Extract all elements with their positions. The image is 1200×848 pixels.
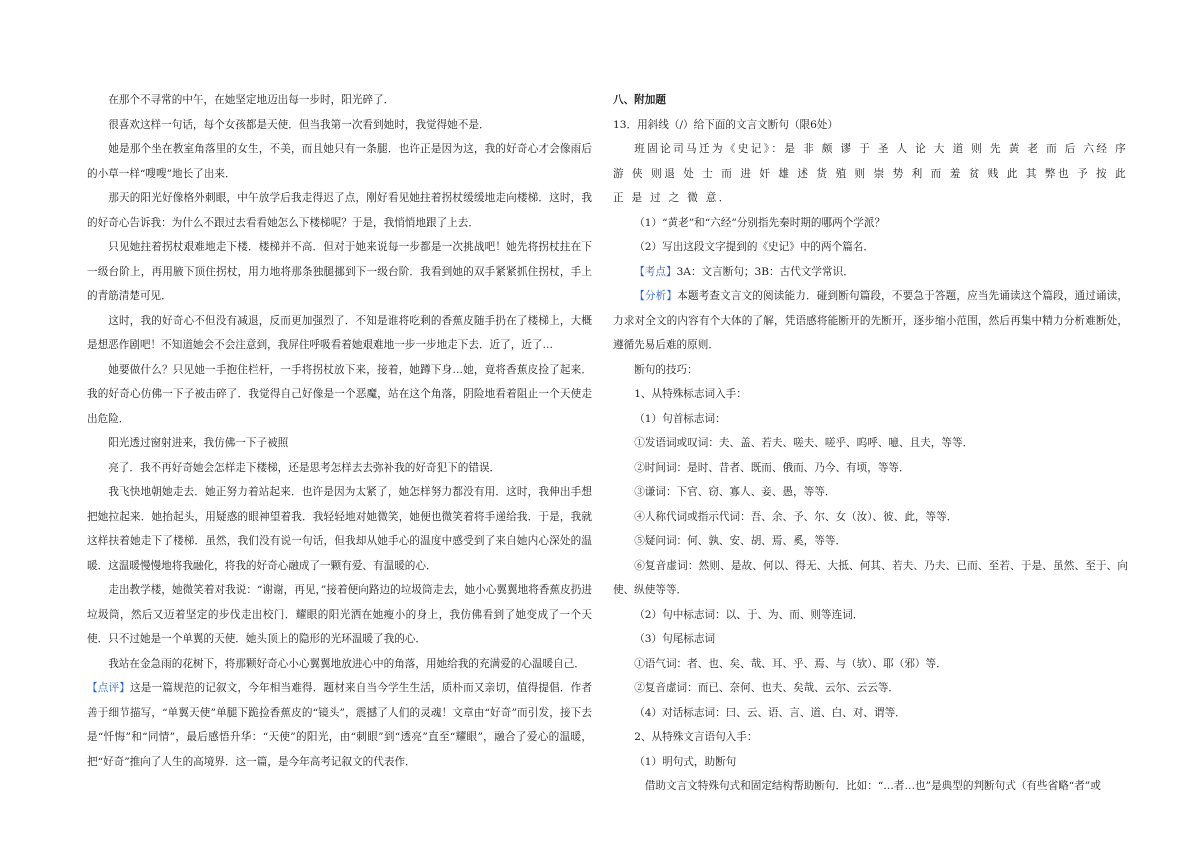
kaodian-tag: 【考点】 xyxy=(634,265,677,278)
analysis-line: ④人称代词或指示代词：吾、余、予、尔、女（汝）、彼、此，等等． xyxy=(634,510,958,523)
paragraph: 亮了．我不再好奇她会怎样走下楼梯，还是思考怎样去去弥补我的好奇犯下的错误． xyxy=(108,461,501,474)
paragraph: 走出教学楼，她微笑着对我说：“谢谢，再见，”接着便向路边的垃圾筒走去，她小心翼翼地将香蕉皮扔进垃圾筒，然后又迈着坚定的步伐走出校门．耀眼的阳光洒在她瘦小的身上，我仿佛看到了她变成了一个天使．只不过她是一个单翼的天使．她头顶上的隐形的光环温暖了我的心． xyxy=(87,584,592,645)
fenxi-text: 本题考查文言文的阅读能力．碰到断句篇段，不要急于答题，应当先诵读这个篇段，通过诵读，力求对全文的内容有个大体的了解，凭语感将能断开的先断开，逐步缩小范围，然后再集中精力分析难断处，遵循先易后难的原则． xyxy=(613,290,1128,351)
analysis-line: （3）句尾标志词 xyxy=(634,633,716,645)
comment-tag: 【点评】 xyxy=(87,682,130,694)
analysis-line: ⑤疑问词：何、孰、安、胡、焉、奚，等等． xyxy=(634,535,847,547)
analysis-line: 2、从特殊文言语句入手： xyxy=(634,731,758,743)
analysis-line: ⑥复音虚词：然则、是故、何以、得无、大抵、何其、若夫、乃夫、已而、至若、于是、虽然、至于、向使、纵使等等． xyxy=(613,559,1128,596)
comment-text: 这是一篇规范的记叙文，今年相当难得．题材来自当今学生生活，质朴而又亲切，值得提倡．作者善于细节描写，“单翼天使”单腿下跪捡香蕉皮的“镜头”，震撼了人们的灵魂！文章由“好奇”而引发，接下去是“忏悔”和“同情”，最后感悟升华：“天使”的阳光，由“刺眼”到“透亮”直至“耀眼”，融合了爱心的温暖，把“好奇”推向了人生的高境界．这一篇，是今年高考记叙文的代表作． xyxy=(87,682,593,768)
analysis-line: （4）对话标志词：曰、云、语、言、道、白、对、谓等． xyxy=(634,706,906,719)
analysis-line: ②时间词：是时、昔者、既而、俄而、乃今、有顷，等等． xyxy=(634,461,910,474)
paragraph: 这时，我的好奇心不但没有减退，反而更加强烈了．不知是谁将吃剩的香蕉皮随手扔在了楼梯上，大概是想恶作剧吧！不知道她会不会注意到，我屏住呼吸看着她艰难地一步一步地走下去．近了，近了… xyxy=(87,314,592,351)
paragraph: 很喜欢这样一句话，每个女孩都是天使．但当我第一次看到她时，我觉得她不是． xyxy=(108,118,490,131)
last-paragraph: 借助文言文特殊句式和固定结构帮助断句．比如：“…者…也”是典型的判断句式（有些省略“者”或 xyxy=(644,780,1101,792)
sub-question-1: （1）“黄老”和“六经”分别指先秦时期的哪两个学派？ xyxy=(634,216,886,229)
fenxi-paragraph xyxy=(613,284,1128,358)
analysis-line: （2）句中标志词：以、于、为、而、则等连词． xyxy=(634,608,864,621)
paragraph: 她要做什么？只见她一手抱住栏杆，一手将拐杖放下来，接着，她蹲下身…她，竟将香蕉皮捡了起来．我的好奇心仿佛一下子被击碎了．我觉得自己好像是一个恶魔，站在这个角落，阴险地看着阻止一个天使走出危险． xyxy=(87,363,592,425)
left-column xyxy=(87,88,592,774)
analysis-line: ③谦词：下官、窃、寡人、妾、愚，等等． xyxy=(634,486,836,498)
analysis-line: （1）明句式，助断句 xyxy=(634,755,737,768)
paragraph: 她是那个坐在教室角落里的女生，不美，而且她只有一条腿．也许正是因为这，我的好奇心才会像雨后的小草一样“嗖嗖”地长了出来． xyxy=(87,143,592,180)
analysis-line: 断句的技巧： xyxy=(634,363,698,376)
kaodian-paragraph xyxy=(613,260,1128,285)
classical-text: 班固论司马迁为《史记》：是 非 颇 谬 于 圣 人 论 大 道 则 先 黄 老 而 后 六经 序 游 侠 则退 处 士 而 进 奸 雄 述 货 殖 则 崇 势 利 而 羞 贫 贱 此 其 弊也 予 按 此 正 是 过 之 微 意． xyxy=(613,143,1128,204)
paragraph: 我飞快地朝她走去．她正努力着站起来．也许是因为太紧了，她怎样努力都没有用．这时，我伸出手想把她拉起来．她抬起头，用疑惑的眼神望着我．我轻轻地对她微笑，她便也微笑着将手递给我．于是，我就这样扶着她走下了楼梯．虽然，我们没有说一句话，但我却从她手心的温度中感受到了来自她内心深处的温暖．这温暖慢慢地将我融化，将我的好奇心融成了一颗有爱、有温暖的心． xyxy=(87,486,592,572)
paragraph: 在那个不寻常的中午，在她坚定地迈出每一步时，阳光碎了． xyxy=(108,94,395,106)
question-title: 13．用斜线（/）给下面的文言文断句（限6处） xyxy=(613,118,839,131)
sub-question-2: （2）写出这段文字提到的《史记》中的两个篇名． xyxy=(634,241,874,253)
section-title: 八、附加题 xyxy=(613,94,666,106)
right-column xyxy=(613,88,1128,799)
analysis-line: ①发语词或叹词：夫、盖、若夫、嗟夫、嗟乎、呜呼、噫、且夫，等等． xyxy=(634,437,974,449)
analysis-line: ①语气词：者、也、矣、哉、耳、乎、焉、与（欤）、耶（邪）等． xyxy=(634,657,947,670)
paragraph: 阳光透过窗射进来，我仿佛一下子被照 xyxy=(108,437,289,449)
analysis-line: 1、从特殊标志词入手： xyxy=(634,388,747,400)
comment-paragraph xyxy=(87,676,592,774)
paragraph: 我站在金急雨的花树下，将那颗好奇心小心翼翼地放进心中的角落，用她给我的充满爱的心温暖自己． xyxy=(108,657,585,670)
kaodian-text: 3A：文言断句；3B：古代文学常识． xyxy=(676,265,854,278)
analysis-line: ②复音虚词：而已、奈何、也夫、矣哉、云尔、云云等． xyxy=(634,682,900,694)
fenxi-tag: 【分析】 xyxy=(634,290,678,302)
analysis-line: （1）句首标志词： xyxy=(634,412,726,425)
paragraph: 只见她拄着拐杖艰难地走下楼．楼梯并不高．但对于她来说每一步都是一次挑战吧！她先将拐杖拄在下一级台阶上，再用腋下顶住拐杖，用力地将那条独腿挪到下一级台阶．我看到她的双手紧紧抓住拐杖，手上的青筋清楚可见． xyxy=(87,241,592,302)
paragraph: 那天的阳光好像格外刺眼，中午放学后我走得迟了点，刚好看见她拄着拐杖缓缓地走向楼梯．这时，我的好奇心告诉我：为什么不跟过去看看她怎么下楼梯呢？于是，我悄悄地跟了上去． xyxy=(87,192,592,229)
